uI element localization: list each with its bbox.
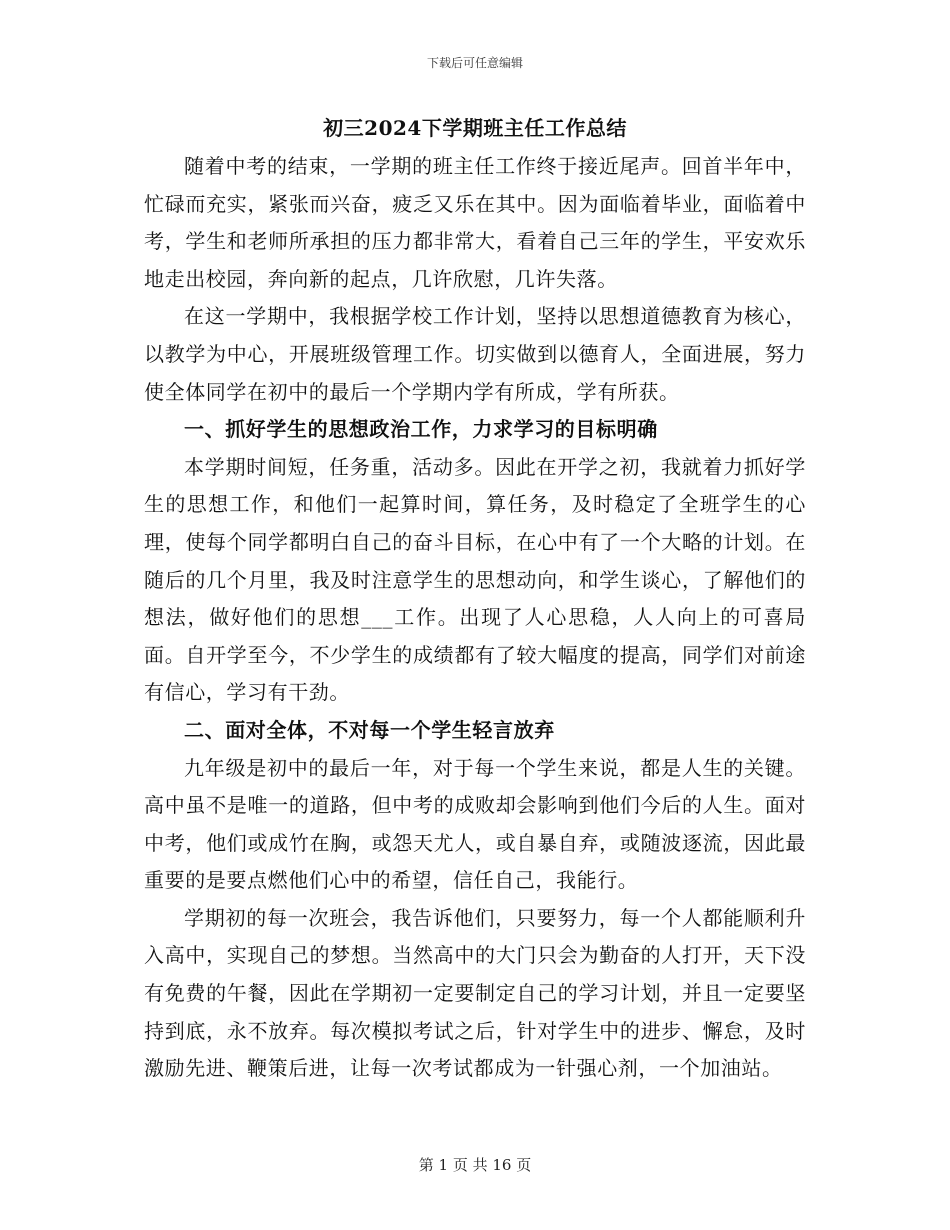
page-number-footer: 第 1 页 共 16 页 xyxy=(418,1156,532,1174)
page-header-note: 下载后可任意编辑 xyxy=(426,56,523,70)
section-heading-2: 二、面对全体，不对每一个学生轻言放弃 xyxy=(184,717,555,742)
document-body xyxy=(144,112,806,1088)
section-2-paragraph-1: 九年级是初中的最后一年，对于每一个学生来说，都是人生的关键。高中虽不是唯一的道路，但中考的成败却会影响到他们今后的人生。面对中考，他们或成竹在胸，或怨天尤人，或自暴自弃，或随波逐流，因此最重要的是要点燃他们心中的希望，信任自己，我能行。 xyxy=(144,755,806,893)
section-1-paragraph-1: 本学期时间短，任务重，活动多。因此在开学之初，我就着力抓好学生的思想工作，和他们一起算时间，算任务，及时稳定了全班学生的心理，使每个同学都明白自己的奋斗目标，在心中有了一个大略的计划。在随后的几个月里，我及时注意学生的思想动向，和学生谈心，了解他们的想法，做好他们的思想___工作。出现了人心思稳，人人向上的可喜局面。自开学至今，不少学生的成绩都有了较大幅度的提高，同学们对前途有信心，学习有干劲。 xyxy=(144,454,806,705)
intro-paragraph-1: 随着中考的结束，一学期的班主任工作终于接近尾声。回首半年中，忙碌而充实，紧张而兴奋，疲乏又乐在其中。因为面临着毕业，面临着中考，学生和老师所承担的压力都非常大，看着自己三年的学生，平安欢乐地走出校园，奔向新的起点，几许欣慰，几许失落。 xyxy=(144,154,806,291)
intro-paragraph-2: 在这一学期中，我根据学校工作计划，坚持以思想道德教育为核心，以教学为中心，开展班级管理工作。切实做到以德育人，全面进展，努力使全体同学在初中的最后一个学期内学有所成，学有所获。 xyxy=(144,304,806,404)
section-2-paragraph-2: 学期初的每一次班会，我告诉他们，只要努力，每一个人都能顺利升入高中，实现自己的梦想。当然高中的大门只会为勤奋的人打开，天下没有免费的午餐，因此在学期初一定要制定自己的学习计划，并且一定要坚持到底，永不放弃。每次模拟考试之后，针对学生中的进步、懈怠，及时激励先进、鞭策后进，让每一次考试都成为一针强心剂，一个加油站。 xyxy=(144,905,806,1081)
section-heading-1: 一、抓好学生的思想政治工作，力求学习的目标明确 xyxy=(184,417,658,442)
document-title: 初三2024下学期班主任工作总结 xyxy=(323,116,627,140)
